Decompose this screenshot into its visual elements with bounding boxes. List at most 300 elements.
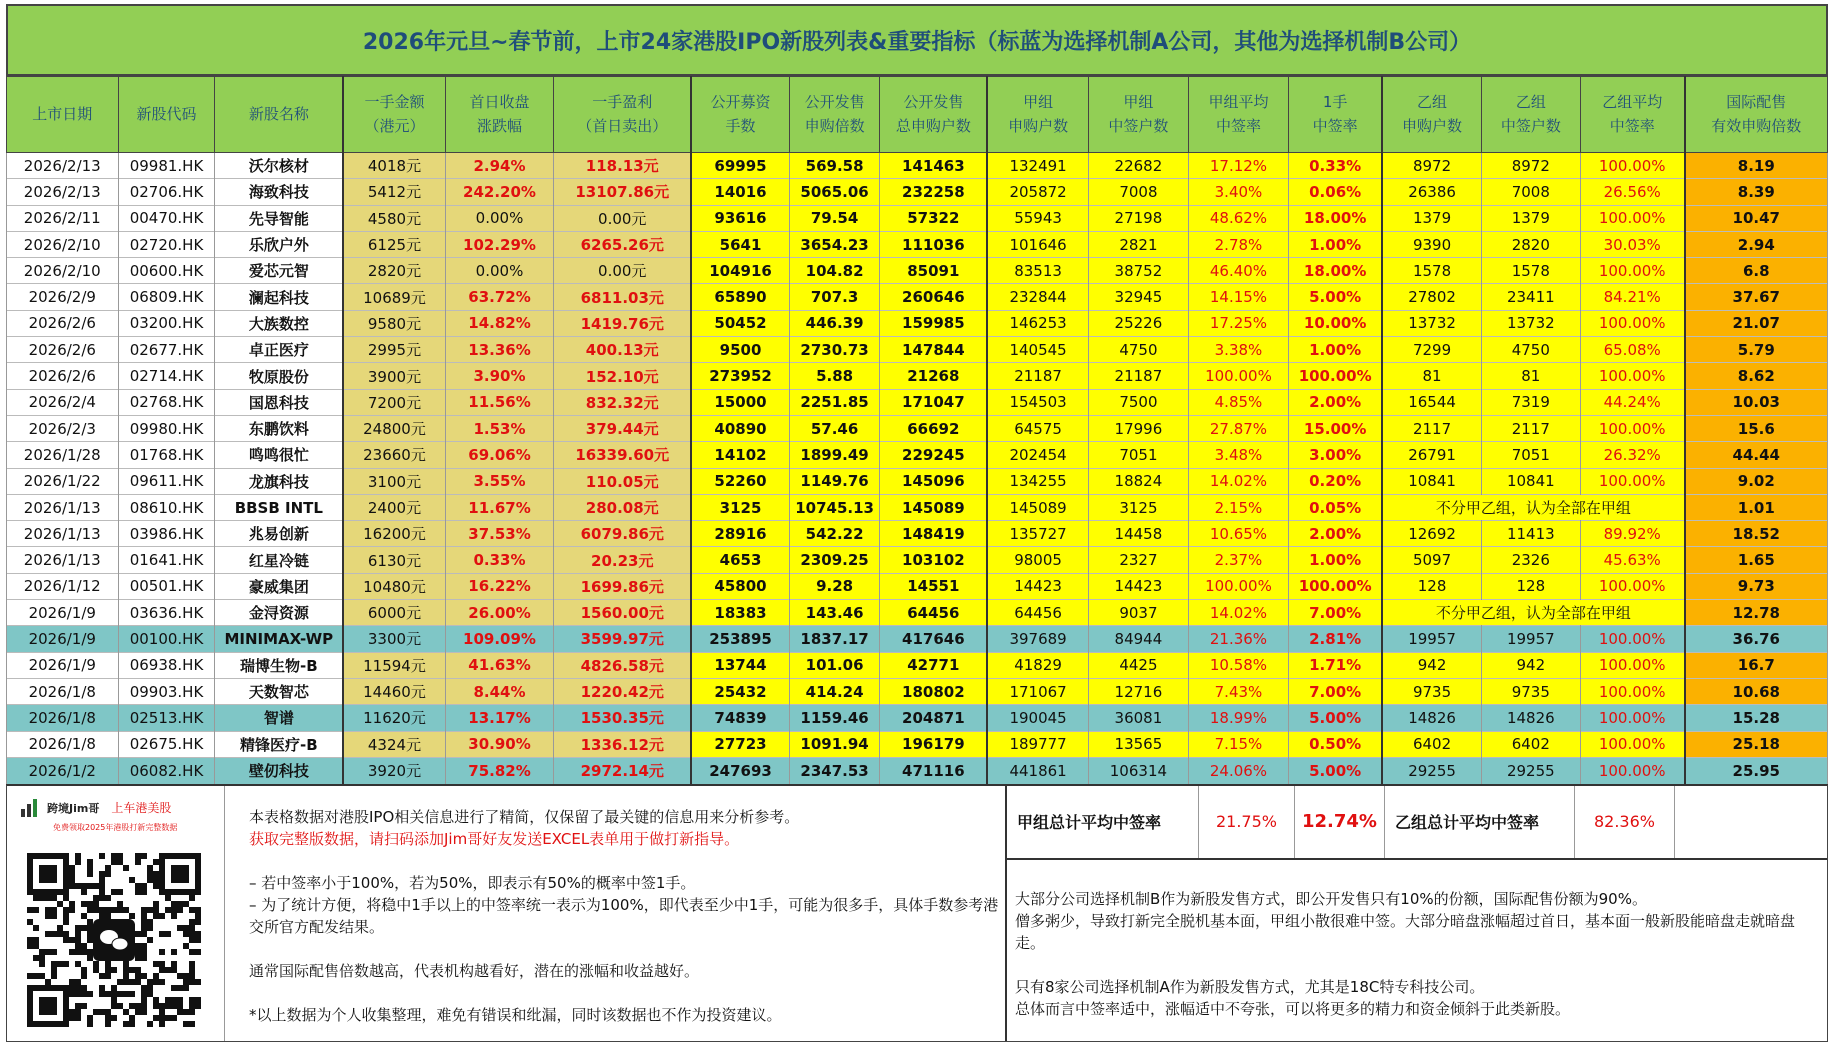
summary-text [1007, 860, 1827, 1020]
cell-b-win: 14826 [1481, 705, 1580, 731]
cell-date: 2026/1/9 [7, 626, 119, 652]
table-row [7, 153, 1828, 179]
cell-pub-households: 64456 [880, 600, 987, 626]
sheet-title: 2026年元旦~春节前，上市24家港股IPO新股列表&重要指标（标蓝为选择机制A公司，其他为选择机制B公司） [6, 4, 1828, 76]
table-row [7, 731, 1828, 757]
cell-a-rate: 10.58% [1188, 652, 1288, 678]
cell-intl: 10.03 [1685, 389, 1828, 415]
cell-pub-households: 21268 [880, 363, 987, 389]
cell-lot1-rate: 10.00% [1289, 310, 1383, 336]
cell-change: 30.90% [445, 731, 553, 757]
cell-intl: 9.02 [1685, 468, 1828, 494]
cell-b-rate: 100.00% [1580, 468, 1684, 494]
cell-code: 03200.HK [118, 310, 215, 336]
summary-line: 僧多粥少，导致打新完全脱机基本面，甲组小散很难中签。大部分暗盘涨幅超过首日，基本面一般新股能暗盘走就暗盘走。 [1015, 911, 1796, 952]
cell-code: 09980.HK [118, 415, 215, 441]
cell-change: 69.06% [445, 442, 553, 468]
cell-code: 01641.HK [118, 547, 215, 573]
cell-lots: 104916 [691, 258, 789, 284]
cell-change: 11.67% [445, 494, 553, 520]
cell-a-apply: 132491 [987, 153, 1088, 179]
cell-change: 0.00% [445, 258, 553, 284]
cell-pub-households: 417646 [880, 626, 987, 652]
column-header: 首日收盘 涨跌幅 [445, 77, 553, 153]
cell-date: 2026/2/3 [7, 415, 119, 441]
cell-code: 00501.HK [118, 573, 215, 599]
cell-lot1-rate: 7.00% [1289, 678, 1383, 704]
cell-a-win: 18824 [1088, 468, 1188, 494]
cell-date: 2026/2/11 [7, 205, 119, 231]
cell-b-apply: 1379 [1382, 205, 1481, 231]
cell-name: 沃尔核材 [215, 153, 343, 179]
cell-name: 龙旗科技 [215, 468, 343, 494]
cell-amount: 16200元 [343, 521, 445, 547]
cell-lots: 14102 [691, 442, 789, 468]
cell-name: BBSB INTL [215, 494, 343, 520]
cell-amount: 6000元 [343, 600, 445, 626]
cell-date: 2026/1/8 [7, 705, 119, 731]
cell-intl: 9.73 [1685, 573, 1828, 599]
cell-a-win: 22682 [1088, 153, 1188, 179]
cell-b-win: 7319 [1481, 389, 1580, 415]
cell-pub-multiple: 57.46 [789, 415, 880, 441]
cell-date: 2026/1/28 [7, 442, 119, 468]
cell-lots: 9500 [691, 337, 789, 363]
table-row [7, 573, 1828, 599]
cell-change: 242.20% [445, 179, 553, 205]
group-b-avg-label: 乙组总计平均中签率 [1385, 786, 1575, 858]
cell-a-rate: 14.15% [1188, 284, 1288, 310]
cell-lot1-rate: 0.06% [1289, 179, 1383, 205]
cell-amount: 9580元 [343, 310, 445, 336]
cell-lots: 15000 [691, 389, 789, 415]
cell-amount: 2820元 [343, 258, 445, 284]
cell-b-win: 13732 [1481, 310, 1580, 336]
cell-date: 2026/2/4 [7, 389, 119, 415]
cell-pub-multiple: 569.58 [789, 153, 880, 179]
cell-a-apply: 134255 [987, 468, 1088, 494]
cell-a-apply: 189777 [987, 731, 1088, 757]
column-header: 1手 中签率 [1289, 77, 1383, 153]
table-row [7, 705, 1828, 731]
cell-name: 澜起科技 [215, 284, 343, 310]
cell-profit: 1220.42元 [554, 678, 692, 704]
cell-a-rate: 7.15% [1188, 731, 1288, 757]
cell-profit: 6265.26元 [554, 231, 692, 257]
cell-pub-multiple: 143.46 [789, 600, 880, 626]
note-line: *以上数据为个人收集整理，难免有错误和纰漏，同时该数据也不作为投资建议。 [249, 1005, 782, 1024]
cell-change: 0.00% [445, 205, 553, 231]
cell-a-win: 14458 [1088, 521, 1188, 547]
cell-intl: 15.28 [1685, 705, 1828, 731]
cell-change: 0.33% [445, 547, 553, 573]
cell-lots: 13744 [691, 652, 789, 678]
cell-pub-multiple: 1899.49 [789, 442, 880, 468]
cell-pub-households: 103102 [880, 547, 987, 573]
cell-intl: 6.8 [1685, 258, 1828, 284]
cell-code: 02675.HK [118, 731, 215, 757]
cell-name: 乐欣户外 [215, 231, 343, 257]
cell-a-apply: 154503 [987, 389, 1088, 415]
cell-lot1-rate: 5.00% [1289, 284, 1383, 310]
cell-pub-households: 147844 [880, 337, 987, 363]
table-row [7, 757, 1828, 783]
cell-profit: 4826.58元 [554, 652, 692, 678]
cell-b-win: 2326 [1481, 547, 1580, 573]
stats-row [1007, 786, 1827, 860]
cell-a-apply: 232844 [987, 284, 1088, 310]
cell-b-rate: 84.21% [1580, 284, 1684, 310]
cell-a-win: 3125 [1088, 494, 1188, 520]
cell-change: 2.94% [445, 153, 553, 179]
cell-pub-multiple: 10745.13 [789, 494, 880, 520]
cell-lot1-rate: 2.81% [1289, 626, 1383, 652]
cell-a-rate: 24.06% [1188, 757, 1288, 783]
cell-amount: 4580元 [343, 205, 445, 231]
table-row [7, 258, 1828, 284]
cell-lots: 4653 [691, 547, 789, 573]
table-row [7, 494, 1828, 520]
cell-group-b-merged: 不分甲乙组，认为全部在甲组 [1382, 494, 1684, 520]
table-row [7, 310, 1828, 336]
cell-intl: 8.39 [1685, 179, 1828, 205]
cell-a-rate: 27.87% [1188, 415, 1288, 441]
cell-lots: 25432 [691, 678, 789, 704]
cell-profit: 0.00元 [554, 258, 692, 284]
cell-b-rate: 100.00% [1580, 415, 1684, 441]
cell-amount: 11594元 [343, 652, 445, 678]
cell-date: 2026/2/9 [7, 284, 119, 310]
cell-profit: 1419.76元 [554, 310, 692, 336]
cell-lot1-rate: 18.00% [1289, 258, 1383, 284]
cell-lots: 14016 [691, 179, 789, 205]
cell-pub-multiple: 1091.94 [789, 731, 880, 757]
cell-amount: 14460元 [343, 678, 445, 704]
column-header: 甲组平均 中签率 [1188, 77, 1288, 153]
cell-a-win: 7051 [1088, 442, 1188, 468]
cell-change: 8.44% [445, 678, 553, 704]
cell-code: 00470.HK [118, 205, 215, 231]
cell-b-apply: 9390 [1382, 231, 1481, 257]
cell-lot1-rate: 2.00% [1289, 389, 1383, 415]
column-header: 一手金额 （港元） [343, 77, 445, 153]
cell-pub-multiple: 2730.73 [789, 337, 880, 363]
cell-code: 09611.HK [118, 468, 215, 494]
cell-amount: 24800元 [343, 415, 445, 441]
cell-intl: 1.01 [1685, 494, 1828, 520]
brand-subtitle: 免费领取2025年港股打新完整数据 [53, 822, 178, 832]
cell-b-apply: 27802 [1382, 284, 1481, 310]
cell-amount: 5412元 [343, 179, 445, 205]
column-header: 上市日期 [7, 77, 119, 153]
footer-panel [6, 784, 1828, 1042]
cell-b-win: 942 [1481, 652, 1580, 678]
cell-code: 02714.HK [118, 363, 215, 389]
cell-b-win: 9735 [1481, 678, 1580, 704]
cell-lot1-rate: 0.05% [1289, 494, 1383, 520]
cell-change: 109.09% [445, 626, 553, 652]
cell-date: 2026/1/12 [7, 573, 119, 599]
cell-date: 2026/2/13 [7, 153, 119, 179]
cell-change: 37.53% [445, 521, 553, 547]
cell-a-apply: 190045 [987, 705, 1088, 731]
cell-a-win: 4750 [1088, 337, 1188, 363]
cell-b-win: 4750 [1481, 337, 1580, 363]
cell-b-apply: 16544 [1382, 389, 1481, 415]
cell-name: 卓正医疗 [215, 337, 343, 363]
column-header: 公开发售 总申购户数 [880, 77, 987, 153]
cell-a-win: 38752 [1088, 258, 1188, 284]
cell-intl: 25.18 [1685, 731, 1828, 757]
cell-pub-households: 85091 [880, 258, 987, 284]
cell-a-win: 12716 [1088, 678, 1188, 704]
cell-pub-households: 14551 [880, 573, 987, 599]
cell-change: 16.22% [445, 573, 553, 599]
cell-amount: 3300元 [343, 626, 445, 652]
cell-b-rate: 100.00% [1580, 153, 1684, 179]
qr-code-icon[interactable] [21, 852, 209, 1028]
cell-profit: 379.44元 [554, 415, 692, 441]
cell-intl: 44.44 [1685, 442, 1828, 468]
cell-profit: 110.05元 [554, 468, 692, 494]
cell-b-rate: 100.00% [1580, 310, 1684, 336]
cell-date: 2026/2/6 [7, 310, 119, 336]
table-row [7, 626, 1828, 652]
table-row [7, 205, 1828, 231]
column-header: 公开发售 申购倍数 [789, 77, 880, 153]
cell-name: 先导智能 [215, 205, 343, 231]
cell-b-win: 8972 [1481, 153, 1580, 179]
cell-pub-multiple: 1149.76 [789, 468, 880, 494]
group-b-avg-value: 82.36% [1575, 786, 1675, 858]
cell-a-rate: 3.48% [1188, 442, 1288, 468]
cell-change: 3.55% [445, 468, 553, 494]
cell-lot1-rate: 3.00% [1289, 442, 1383, 468]
cell-change: 11.56% [445, 389, 553, 415]
cell-a-win: 106314 [1088, 757, 1188, 783]
cell-date: 2026/2/10 [7, 258, 119, 284]
cell-lot1-rate: 1.00% [1289, 231, 1383, 257]
cell-intl: 2.94 [1685, 231, 1828, 257]
cell-a-rate: 46.40% [1188, 258, 1288, 284]
cell-b-apply: 7299 [1382, 337, 1481, 363]
summary-line: 只有8家公司选择机制A作为新股发售方式，尤其是18C特专科技公司。 [1015, 977, 1485, 996]
cell-code: 09981.HK [118, 153, 215, 179]
table-row [7, 179, 1828, 205]
cell-intl: 10.68 [1685, 678, 1828, 704]
note-line: 通常国际配售倍数越高，代表机构越看好，潜在的涨幅和收益越好。 [249, 961, 700, 980]
cell-code: 02677.HK [118, 337, 215, 363]
cell-intl: 1.65 [1685, 547, 1828, 573]
cell-pub-households: 180802 [880, 678, 987, 704]
group-a-avg-label: 甲组总计平均中签率 [1007, 786, 1199, 858]
cell-intl: 25.95 [1685, 757, 1828, 783]
cell-a-apply: 98005 [987, 547, 1088, 573]
cell-amount: 10480元 [343, 573, 445, 599]
cell-pub-multiple: 2347.53 [789, 757, 880, 783]
table-row [7, 652, 1828, 678]
cell-change: 13.17% [445, 705, 553, 731]
cell-pub-multiple: 79.54 [789, 205, 880, 231]
table-row [7, 600, 1828, 626]
cell-a-win: 7008 [1088, 179, 1188, 205]
cell-lots: 18383 [691, 600, 789, 626]
cell-date: 2026/2/6 [7, 363, 119, 389]
cell-a-apply: 64575 [987, 415, 1088, 441]
cell-b-rate: 100.00% [1580, 678, 1684, 704]
cell-pub-multiple: 707.3 [789, 284, 880, 310]
cell-a-rate: 17.25% [1188, 310, 1288, 336]
cell-amount: 2995元 [343, 337, 445, 363]
cell-b-win: 7008 [1481, 179, 1580, 205]
cell-change: 13.36% [445, 337, 553, 363]
cell-b-apply: 128 [1382, 573, 1481, 599]
cell-a-apply: 101646 [987, 231, 1088, 257]
cell-profit: 1699.86元 [554, 573, 692, 599]
cell-b-apply: 29255 [1382, 757, 1481, 783]
cell-lot1-rate: 5.00% [1289, 705, 1383, 731]
cell-intl: 10.47 [1685, 205, 1828, 231]
cell-b-win: 1578 [1481, 258, 1580, 284]
cell-pub-multiple: 414.24 [789, 678, 880, 704]
cell-name: 国恩科技 [215, 389, 343, 415]
cell-b-rate: 100.00% [1580, 626, 1684, 652]
cell-a-win: 21187 [1088, 363, 1188, 389]
cell-a-rate: 3.40% [1188, 179, 1288, 205]
cell-change: 75.82% [445, 757, 553, 783]
cell-b-rate: 26.32% [1580, 442, 1684, 468]
cell-lot1-rate: 1.71% [1289, 652, 1383, 678]
column-header: 新股代码 [118, 77, 215, 153]
cell-amount: 4018元 [343, 153, 445, 179]
cell-name: 鸣鸣很忙 [215, 442, 343, 468]
cell-b-rate: 30.03% [1580, 231, 1684, 257]
cell-profit: 1336.12元 [554, 731, 692, 757]
cell-pub-households: 260646 [880, 284, 987, 310]
column-header: 乙组 中签户数 [1481, 77, 1580, 153]
cell-b-rate: 100.00% [1580, 652, 1684, 678]
cell-lots: 69995 [691, 153, 789, 179]
cell-change: 14.82% [445, 310, 553, 336]
cell-lots: 5641 [691, 231, 789, 257]
brand-name: 跨境Jim哥 [47, 801, 100, 815]
cell-profit: 2972.14元 [554, 757, 692, 783]
cell-profit: 118.13元 [554, 153, 692, 179]
cell-pub-households: 171047 [880, 389, 987, 415]
cell-name: 瑞博生物-B [215, 652, 343, 678]
cell-b-win: 81 [1481, 363, 1580, 389]
cell-b-rate: 89.92% [1580, 521, 1684, 547]
cell-b-win: 23411 [1481, 284, 1580, 310]
cell-date: 2026/1/8 [7, 731, 119, 757]
cell-b-win: 11413 [1481, 521, 1580, 547]
cell-code: 03636.HK [118, 600, 215, 626]
cell-lot1-rate: 1.00% [1289, 337, 1383, 363]
cell-date: 2026/1/9 [7, 600, 119, 626]
cell-code: 01768.HK [118, 442, 215, 468]
cell-lots: 253895 [691, 626, 789, 652]
table-row [7, 521, 1828, 547]
cell-b-apply: 13732 [1382, 310, 1481, 336]
cell-b-rate: 100.00% [1580, 705, 1684, 731]
cell-pub-multiple: 3654.23 [789, 231, 880, 257]
cell-b-apply: 14826 [1382, 705, 1481, 731]
cell-lots: 28916 [691, 521, 789, 547]
cell-a-win: 9037 [1088, 600, 1188, 626]
table-row [7, 415, 1828, 441]
cell-profit: 1530.35元 [554, 705, 692, 731]
cell-code: 08610.HK [118, 494, 215, 520]
cell-b-rate: 45.63% [1580, 547, 1684, 573]
cell-a-rate: 100.00% [1188, 573, 1288, 599]
note-line: – 为了统计方便，将稳中1手以上的中签率统一表示为100%，即代表至少中1手，可能为很多手，具体手数参考港交所官方配发结果。 [249, 895, 999, 936]
cell-lot1-rate: 0.20% [1289, 468, 1383, 494]
cell-lots: 93616 [691, 205, 789, 231]
cell-name: 智谱 [215, 705, 343, 731]
cell-a-apply: 83513 [987, 258, 1088, 284]
cell-a-win: 14423 [1088, 573, 1188, 599]
cell-code: 02513.HK [118, 705, 215, 731]
cell-pub-households: 66692 [880, 415, 987, 441]
cell-code: 03986.HK [118, 521, 215, 547]
cell-pub-households: 204871 [880, 705, 987, 731]
cell-b-win: 2117 [1481, 415, 1580, 441]
cell-date: 2026/2/10 [7, 231, 119, 257]
cell-profit: 16339.60元 [554, 442, 692, 468]
cell-a-rate: 10.65% [1188, 521, 1288, 547]
cell-lot1-rate: 1.00% [1289, 547, 1383, 573]
cell-b-apply: 12692 [1382, 521, 1481, 547]
summary-line: 大部分公司选择机制B作为新股发售方式，即公开发售只有10%的份额，国际配售份额为90%。 [1015, 889, 1647, 908]
cell-lots: 45800 [691, 573, 789, 599]
column-header: 新股名称 [215, 77, 343, 153]
cell-b-rate: 65.08% [1580, 337, 1684, 363]
cell-code: 02706.HK [118, 179, 215, 205]
cell-a-win: 27198 [1088, 205, 1188, 231]
table-row [7, 442, 1828, 468]
table-row [7, 363, 1828, 389]
cell-lot1-rate: 7.00% [1289, 600, 1383, 626]
cell-lot1-rate: 5.00% [1289, 757, 1383, 783]
brand-header [19, 796, 212, 820]
cell-pub-households: 148419 [880, 521, 987, 547]
group-a-avg-value: 21.75% [1199, 786, 1295, 858]
cell-b-apply: 6402 [1382, 731, 1481, 757]
cell-intl: 12.78 [1685, 600, 1828, 626]
column-header: 乙组平均 中签率 [1580, 77, 1684, 153]
cell-intl: 15.6 [1685, 415, 1828, 441]
cell-profit: 20.23元 [554, 547, 692, 573]
column-header: 甲组 申购户数 [987, 77, 1088, 153]
cell-pub-households: 145089 [880, 494, 987, 520]
cell-b-rate: 26.56% [1580, 179, 1684, 205]
cell-a-apply: 205872 [987, 179, 1088, 205]
cell-change: 41.63% [445, 652, 553, 678]
cell-a-rate: 14.02% [1188, 468, 1288, 494]
cell-date: 2026/1/13 [7, 521, 119, 547]
cell-a-rate: 18.99% [1188, 705, 1288, 731]
cell-pub-multiple: 104.82 [789, 258, 880, 284]
cell-b-apply: 942 [1382, 652, 1481, 678]
cell-a-rate: 14.02% [1188, 600, 1288, 626]
cell-profit: 1560.00元 [554, 600, 692, 626]
cell-b-win: 128 [1481, 573, 1580, 599]
column-header: 国际配售 有效申购倍数 [1685, 77, 1828, 153]
cell-profit: 6079.86元 [554, 521, 692, 547]
cell-lot1-rate: 2.00% [1289, 521, 1383, 547]
cell-date: 2026/1/22 [7, 468, 119, 494]
cell-lots: 50452 [691, 310, 789, 336]
